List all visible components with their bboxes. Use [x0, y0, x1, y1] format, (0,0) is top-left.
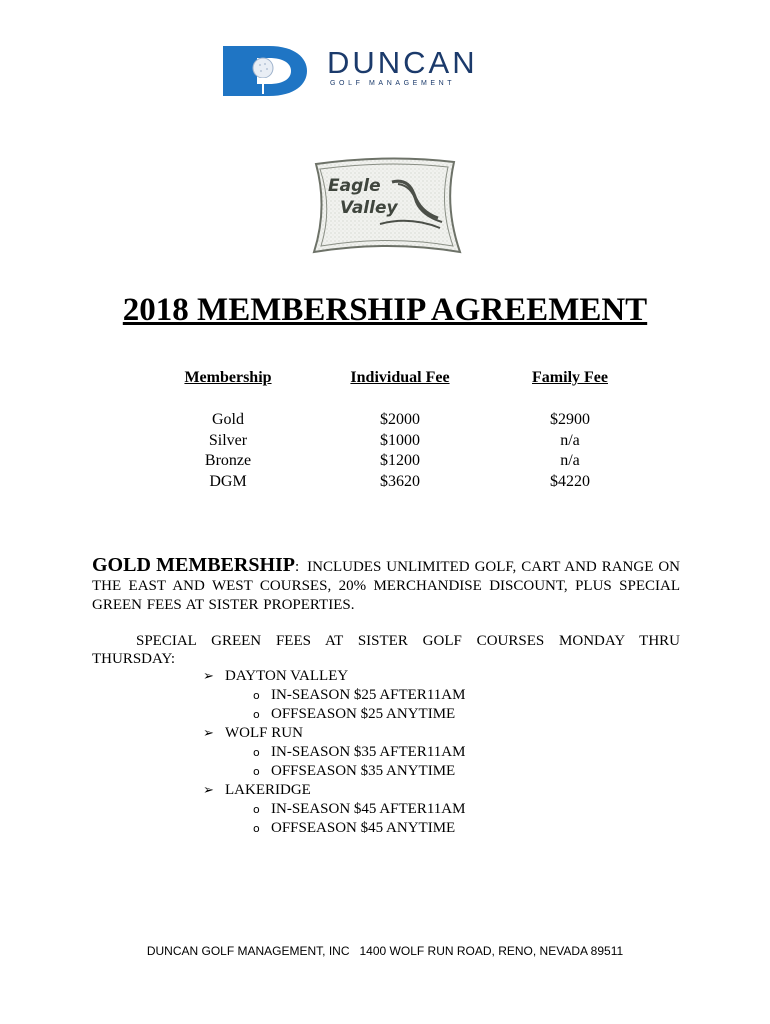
fee-item: OFFSEASON $35 ANYTIME — [271, 763, 456, 779]
membership-cell: DGM — [209, 473, 247, 491]
valley-text: Valley — [340, 198, 398, 218]
circle-bullet-icon: o — [253, 746, 260, 759]
individual-fee-cell: $3620 — [380, 473, 420, 491]
circle-bullet-icon: o — [253, 765, 260, 778]
individual-fee-header: Individual Fee — [350, 369, 450, 386]
individual-fee-cell: $1200 — [380, 452, 420, 470]
membership-header: Membership — [184, 369, 272, 386]
fee-item: OFFSEASON $45 ANYTIME — [271, 820, 456, 836]
sister-courses-list — [203, 667, 465, 838]
circle-bullet-icon: o — [253, 822, 260, 835]
list-item — [203, 686, 465, 705]
eagle-text: Eagle — [328, 176, 381, 196]
page-footer: DUNCAN GOLF MANAGEMENT, INC 1400 WOLF RUN ROAD, RENO, NEVADA 89511 — [146, 944, 624, 958]
circle-bullet-icon: o — [253, 803, 260, 816]
list-item — [203, 819, 465, 838]
special-fees-paragraph — [92, 632, 680, 668]
arrow-bullet-icon: ➢ — [203, 669, 214, 684]
duncan-d-golf-ball-icon — [221, 44, 311, 98]
list-item — [203, 781, 465, 800]
list-item — [203, 762, 465, 781]
individual-fee-cell: $2000 — [380, 410, 420, 428]
family-fee-cell: n/a — [560, 452, 580, 470]
list-item — [203, 724, 465, 743]
individual-fee-column — [330, 368, 470, 493]
page-title: 2018 MEMBERSHIP AGREEMENT — [122, 292, 648, 328]
list-item — [203, 667, 465, 686]
individual-fee-cell: $1000 — [380, 431, 420, 449]
gold-membership-body: INCLUDES UNLIMITED GOLF, CART AND RANGE ON THE EAST AND WEST COURSES, 20% MERCHANDISE DISCOUNT, PLUS SPECIAL GREEN FEES AT SISTER PROPERTIES. — [92, 559, 681, 613]
membership-cell: Gold — [212, 410, 244, 428]
family-fee-column — [500, 368, 640, 493]
course-name: LAKERIDGE — [225, 782, 311, 798]
eagle-valley-logo — [310, 156, 465, 256]
special-fees-line2: THURSDAY: — [92, 651, 176, 667]
fee-item: IN-SEASON $25 AFTER11AM — [271, 687, 466, 703]
course-name: WOLF RUN — [225, 725, 303, 741]
circle-bullet-icon: o — [253, 689, 260, 702]
arrow-bullet-icon: ➢ — [203, 783, 214, 798]
list-item — [203, 800, 465, 819]
list-item — [203, 705, 465, 724]
gold-membership-paragraph — [92, 556, 680, 615]
duncan-wordmark: DUNCAN — [327, 45, 478, 80]
duncan-logo — [221, 44, 551, 98]
course-name: DAYTON VALLEY — [225, 668, 349, 684]
membership-cell: Bronze — [204, 452, 252, 470]
family-fee-cell: $2900 — [550, 410, 590, 428]
fee-item: IN-SEASON $45 AFTER11AM — [271, 801, 466, 817]
circle-bullet-icon: o — [253, 708, 260, 721]
membership-cell: Silver — [208, 431, 248, 449]
arrow-bullet-icon: ➢ — [203, 726, 214, 741]
family-fee-cell: n/a — [560, 431, 580, 449]
gold-membership-heading: GOLD MEMBERSHIP — [92, 554, 296, 576]
gold-membership-colon: : — [295, 559, 300, 575]
membership-column — [160, 368, 296, 493]
family-fee-cell: $4220 — [550, 473, 590, 491]
duncan-subtitle: GOLF MANAGEMENT — [330, 80, 456, 87]
list-item — [203, 743, 465, 762]
fee-item: OFFSEASON $25 ANYTIME — [271, 706, 456, 722]
special-fees-line1: SPECIAL GREEN FEES AT SISTER GOLF COURSES MONDAY THRU — [136, 633, 680, 649]
family-fee-header: Family Fee — [532, 369, 608, 386]
fee-item: IN-SEASON $35 AFTER11AM — [271, 744, 466, 760]
